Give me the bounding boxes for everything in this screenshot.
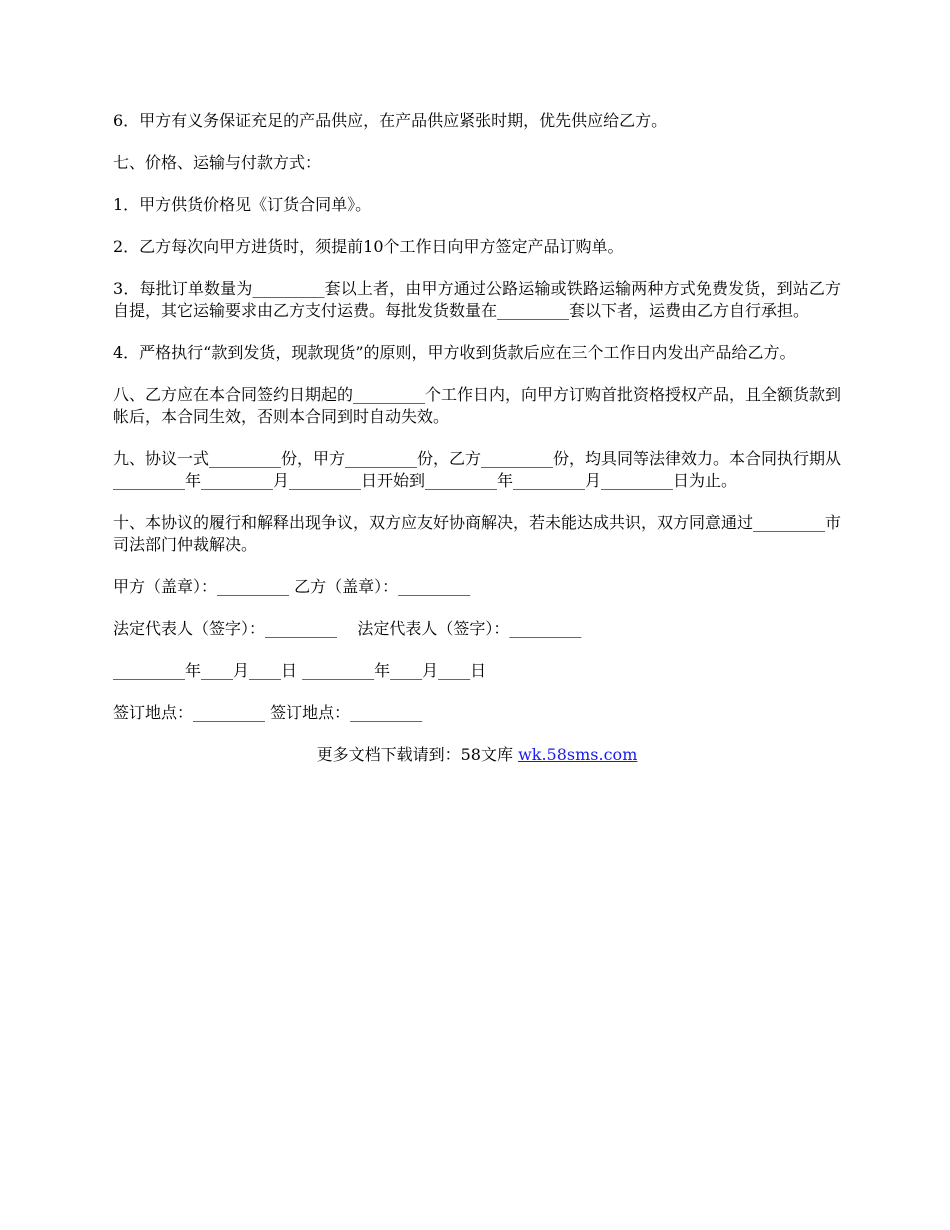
footer: [113, 744, 841, 766]
section-9-copies: 九、协议一式_________份，甲方_________份，乙方_________份，均具同等法律效力。本合同执行期从_________年_________月_________日开始到_________年_________月_________日为止。: [113, 449, 842, 490]
clause-7-2-order: 2．乙方每次向甲方进货时，须提前10个工作日向甲方签定产品订购单。: [113, 237, 624, 256]
footer-prefix: 更多文档下载请到：58文库: [316, 745, 519, 764]
document-page: [113, 110, 841, 766]
date-line: _________年____月____日 _________年____月____日: [113, 661, 487, 680]
seal-line: 甲方（盖章）：_________ 乙方（盖章）：_________: [113, 577, 471, 596]
clause-7-3-shipping: 3．每批订单数量为_________套以上者，由甲方通过公路运输或铁路运输两种方式免费发货，到站乙方自提，其它运输要求由乙方支付运费。每批发货数量在_________套以下者，运费由乙方自行承担。: [113, 279, 841, 320]
section-10-dispute: 十、本协议的履行和解释出现争议，双方应友好协商解决，若未能达成共识，双方同意通过_________市司法部门仲裁解决。: [113, 513, 842, 554]
clause-7-4-payment: 4．严格执行“款到发货，现款现货”的原则，甲方收到货款后应在三个工作日内发出产品给乙方。: [113, 343, 796, 362]
clause-7-1-price: 1．甲方供货价格见《订货合同单》。: [113, 195, 372, 214]
representative-line: 法定代表人（签字）：_________ 法定代表人（签字）：_________: [113, 619, 582, 638]
footer-link[interactable]: wk.58sms.com: [518, 745, 638, 764]
clause-6-supply: 6．甲方有义务保证充足的产品供应，在产品供应紧张时期，优先供应给乙方。: [113, 111, 668, 130]
section-7-heading: 七、价格、运输与付款方式：: [113, 153, 322, 172]
section-8-effect: 八、乙方应在本合同签约日期起的_________个工作日内，向甲方订购首批资格授权产品，且全额货款到帐后，本合同生效，否则本合同到时自动失效。: [113, 385, 842, 426]
signing-place-line: 签订地点：_________ 签订地点：_________: [113, 703, 423, 722]
